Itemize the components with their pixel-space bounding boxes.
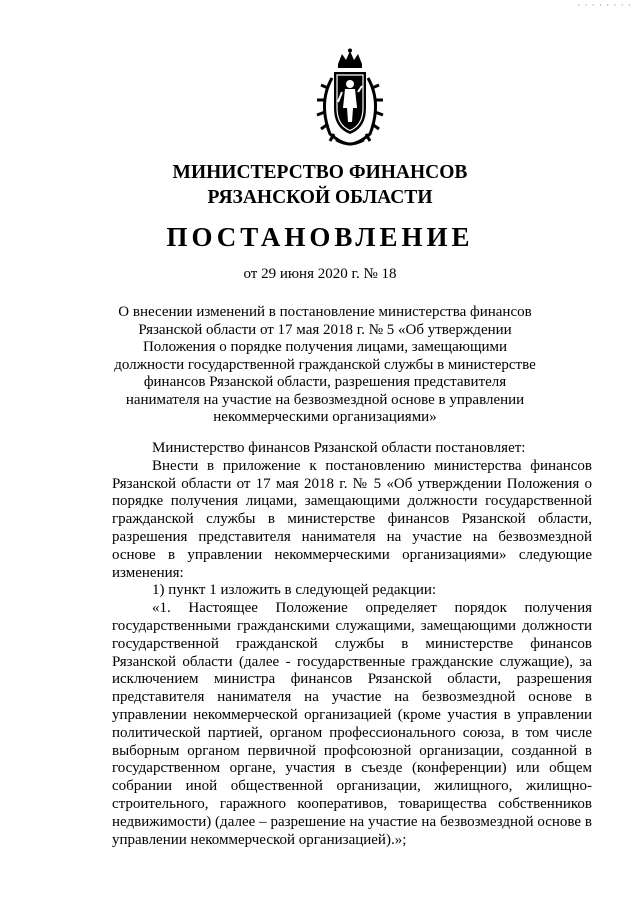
- body-paragraph: Министерство финансов Рязанской области постановляет:: [152, 440, 526, 456]
- document-type-title: ПОСТАНОВЛЕНИЕ: [166, 222, 474, 252]
- document-body: [112, 440, 592, 849]
- body-paragraph: 1) пункт 1 изложить в следующей редакции:: [152, 582, 437, 599]
- page-edge-mark: · · · · · · · ·: [577, 0, 632, 10]
- document-date-number: от 29 июня 2020 г. № 18: [243, 266, 397, 282]
- body-paragraph: «1. Настоящее Положение определяет порядок получения государственными гражданскими служащими, замещающими должности государственной гражданской службы в министерстве финансов Рязанской области (далее - государственные гражданские служащие), за исключением министра финансов Рязанской области, разрешения представителя нанимателя на участие на безвозмездной основе в управлении некоммерческой организацией (кроме участия в управлении политической партией, органом профессионального союза, в том числе выборным органом первичной профсоюзной организации, созданной в государственном органе, участия в съезде (конференции) или общем собрании иной общественной организации, жилищного, жилищно-строительного, гаражного кооперативов, товарищества собственников недвижимости) (далее – разрешение на участие на безвозмездной основе в управлении некоммерческой организацией).»;: [112, 600, 592, 848]
- ministry-name-line2: РЯЗАНСКОЙ ОБЛАСТИ: [207, 187, 433, 208]
- ministry-name-line1: МИНИСТЕРСТВО ФИНАНСОВ: [172, 162, 468, 183]
- body-paragraph: Внести в приложение к постановлению министерства финансов Рязанской области от 17 мая 2018 г. № 5 «Об утверждении Положения о порядке получения лицами, замещающими должности государственной гражданской службы в министерстве финансов Рязанской области, разрешения представителя нанимателя на участие на безвозмездной основе в управлении некоммерческими организациями» следующие изменения:: [112, 457, 592, 581]
- coat-of-arms-icon: [312, 48, 388, 148]
- document-subject: О внесении изменений в постановление министерства финансов Рязанской области от 17 мая 2018 г. № 5 «Об утверждении Положения о порядке получения лицами, замещающими должности государственной гражданской службы в министерстве финансов Рязанской области, разрешения представителя нанимателя на участие на безвозмездной основе в управлении некоммерческими организациями»: [114, 304, 536, 425]
